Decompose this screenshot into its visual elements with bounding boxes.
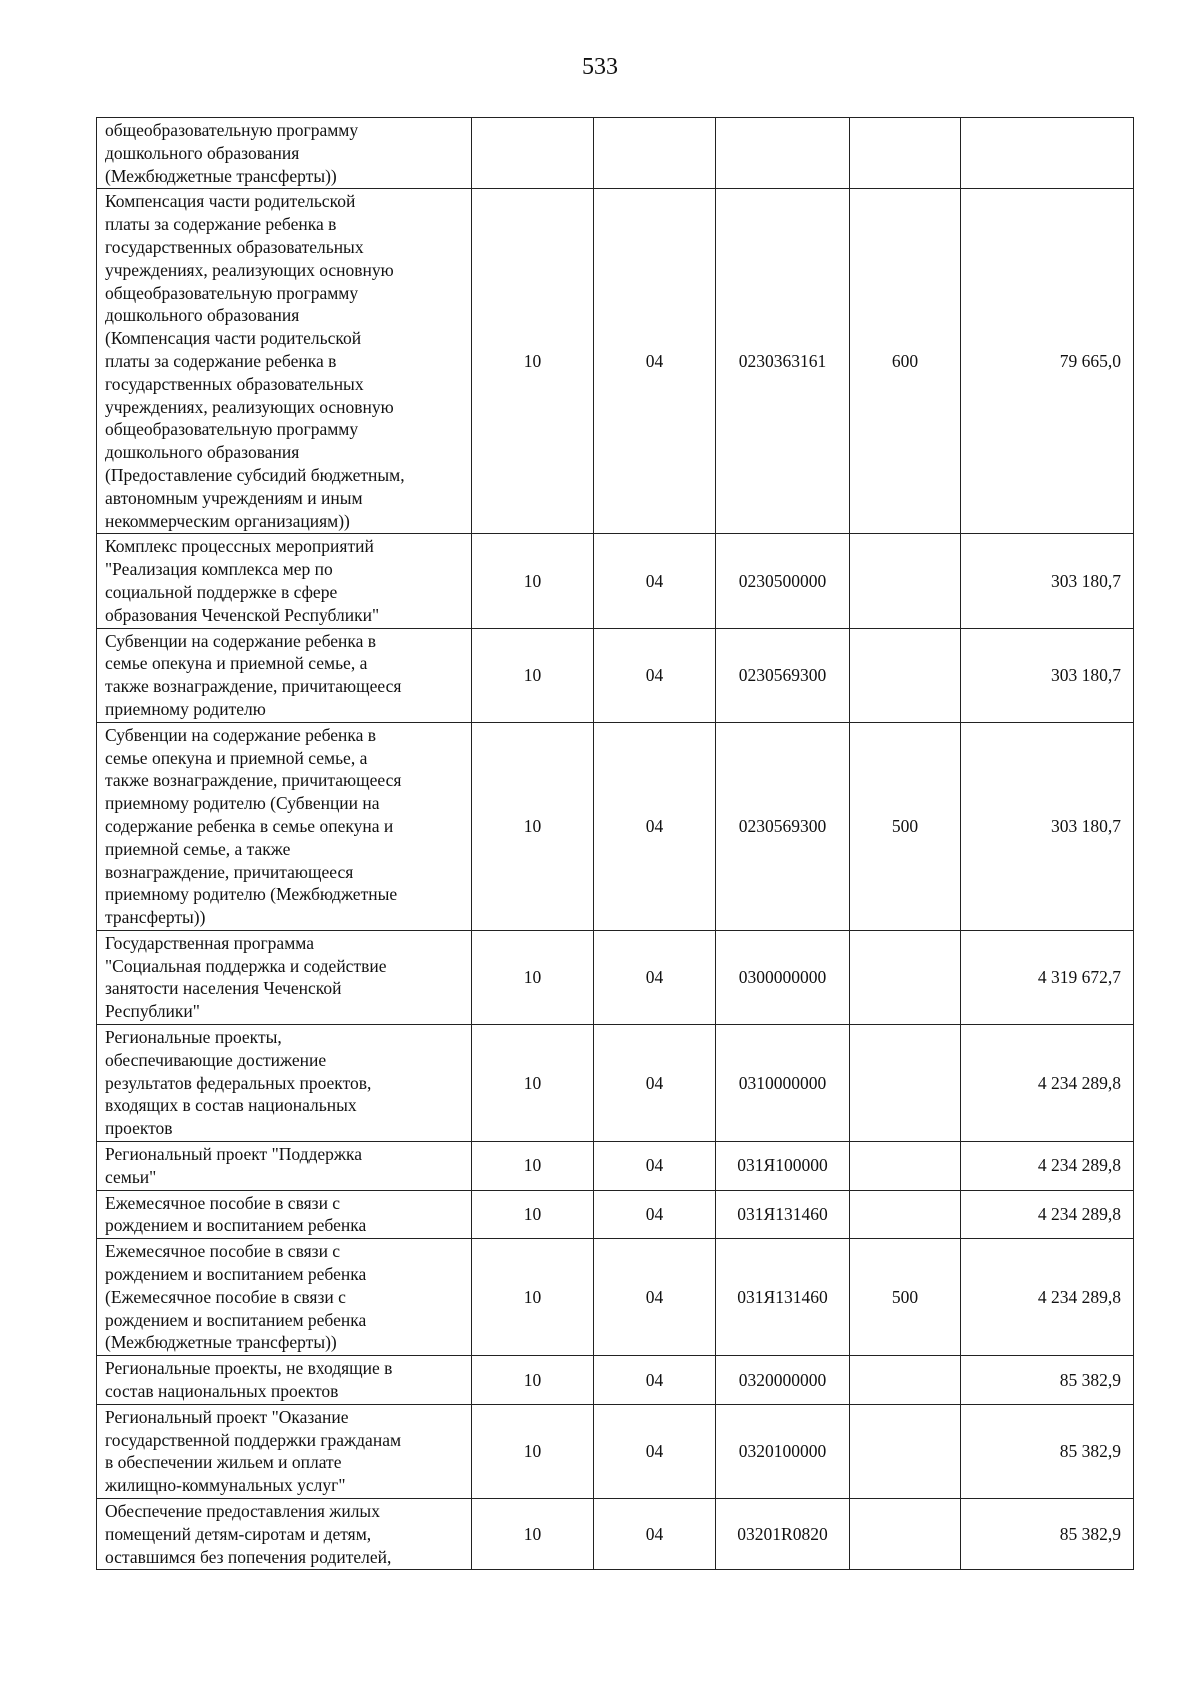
row-section: 10 — [472, 930, 594, 1024]
row-expense-type: 500 — [850, 722, 961, 930]
row-amount: 85 382,9 — [961, 1499, 1134, 1570]
row-amount: 79 665,0 — [961, 189, 1134, 534]
row-section: 10 — [472, 1025, 594, 1142]
row-name: Региональные проекты, обеспечивающие достижение результатов федеральных проектов, входящих в состав национальных проектов — [97, 1025, 472, 1142]
row-target-article — [716, 118, 850, 189]
row-amount: 303 180,7 — [961, 722, 1134, 930]
row-subsection: 04 — [594, 1404, 716, 1498]
row-subsection: 04 — [594, 722, 716, 930]
table-row — [97, 1404, 1134, 1498]
row-expense-type — [850, 118, 961, 189]
row-subsection: 04 — [594, 1356, 716, 1405]
row-name: Комплекс процессных мероприятий "Реализация комплекса мер по социальной поддержке в сфере образования Чеченской Республики" — [97, 534, 472, 628]
table-row — [97, 534, 1134, 628]
row-amount: 85 382,9 — [961, 1404, 1134, 1498]
row-section: 10 — [472, 1142, 594, 1191]
row-subsection: 04 — [594, 930, 716, 1024]
row-expense-type — [850, 1356, 961, 1405]
row-amount: 303 180,7 — [961, 534, 1134, 628]
row-name: Региональный проект "Поддержка семьи" — [97, 1142, 472, 1191]
row-name: Ежемесячное пособие в связи с рождением и воспитанием ребенка — [97, 1190, 472, 1239]
row-target-article: 0320000000 — [716, 1356, 850, 1405]
row-target-article: 03201R0820 — [716, 1499, 850, 1570]
row-subsection: 04 — [594, 1239, 716, 1356]
row-expense-type — [850, 628, 961, 722]
row-amount: 4 319 672,7 — [961, 930, 1134, 1024]
row-section: 10 — [472, 1356, 594, 1405]
row-name: Государственная программа "Социальная поддержка и содействие занятости населения Чеченской Республики" — [97, 930, 472, 1024]
row-expense-type: 500 — [850, 1239, 961, 1356]
row-expense-type — [850, 1025, 961, 1142]
table-row — [97, 1025, 1134, 1142]
table-row — [97, 1239, 1134, 1356]
row-expense-type — [850, 930, 961, 1024]
row-expense-type — [850, 534, 961, 628]
row-target-article: 0230363161 — [716, 189, 850, 534]
row-subsection: 04 — [594, 189, 716, 534]
row-section: 10 — [472, 628, 594, 722]
row-expense-type — [850, 1142, 961, 1191]
table-row — [97, 1356, 1134, 1405]
row-name: Компенсация части родительской платы за содержание ребенка в государственных образовательных учреждениях, реализующих основную общеобразовательную программу дошкольного образования (Компенсация части родительской платы за содержание ребенка в государственных образовательных учреждениях, реализующих основную общеобразовательную программу дошкольного образования (Предоставление субсидий бюджетным, автономным учреждениям и иным некоммерческим организациям)) — [97, 189, 472, 534]
row-target-article: 0310000000 — [716, 1025, 850, 1142]
row-expense-type — [850, 1404, 961, 1498]
row-subsection: 04 — [594, 1142, 716, 1191]
row-name: Субвенции на содержание ребенка в семье опекуна и приемной семье, а также вознаграждение, причитающееся приемному родителю — [97, 628, 472, 722]
budget-table — [96, 117, 1134, 1570]
row-amount: 4 234 289,8 — [961, 1239, 1134, 1356]
row-amount: 85 382,9 — [961, 1356, 1134, 1405]
row-subsection: 04 — [594, 1499, 716, 1570]
row-subsection: 04 — [594, 628, 716, 722]
row-section: 10 — [472, 1190, 594, 1239]
table-row — [97, 722, 1134, 930]
table-row — [97, 1190, 1134, 1239]
row-expense-type: 600 — [850, 189, 961, 534]
row-name: Субвенции на содержание ребенка в семье опекуна и приемной семье, а также вознаграждение, причитающееся приемному родителю (Субвенции на содержание ребенка в семье опекуна и приемной семье, а также вознаграждение, причитающееся приемному родителю (Межбюджетные трансферты)) — [97, 722, 472, 930]
row-amount: 4 234 289,8 — [961, 1190, 1134, 1239]
row-name: Ежемесячное пособие в связи с рождением и воспитанием ребенка (Ежемесячное пособие в связи с рождением и воспитанием ребенка (Межбюджетные трансферты)) — [97, 1239, 472, 1356]
row-section: 10 — [472, 722, 594, 930]
row-expense-type — [850, 1190, 961, 1239]
row-section: 10 — [472, 189, 594, 534]
row-subsection — [594, 118, 716, 189]
row-section: 10 — [472, 1499, 594, 1570]
row-amount: 4 234 289,8 — [961, 1025, 1134, 1142]
table-row — [97, 189, 1134, 534]
row-amount: 4 234 289,8 — [961, 1142, 1134, 1191]
row-subsection: 04 — [594, 1190, 716, 1239]
row-name: Региональный проект "Оказание государственной поддержки гражданам в обеспечении жильем и оплате жилищно-коммунальных услуг" — [97, 1404, 472, 1498]
row-name: общеобразовательную программу дошкольного образования (Межбюджетные трансферты)) — [97, 118, 472, 189]
row-amount — [961, 118, 1134, 189]
row-target-article: 031Я100000 — [716, 1142, 850, 1191]
table-row — [97, 1499, 1134, 1570]
row-target-article: 0230569300 — [716, 722, 850, 930]
row-expense-type — [850, 1499, 961, 1570]
row-target-article: 031Я131460 — [716, 1239, 850, 1356]
row-target-article: 0230569300 — [716, 628, 850, 722]
row-subsection: 04 — [594, 534, 716, 628]
row-section: 10 — [472, 534, 594, 628]
row-amount: 303 180,7 — [961, 628, 1134, 722]
table-row — [97, 628, 1134, 722]
table-row — [97, 118, 1134, 189]
row-name: Региональные проекты, не входящие в состав национальных проектов — [97, 1356, 472, 1405]
table-row — [97, 1142, 1134, 1191]
page-number: 533 — [582, 54, 618, 80]
row-target-article: 0320100000 — [716, 1404, 850, 1498]
row-subsection: 04 — [594, 1025, 716, 1142]
table-row — [97, 930, 1134, 1024]
row-section: 10 — [472, 1239, 594, 1356]
row-target-article: 0230500000 — [716, 534, 850, 628]
row-section — [472, 118, 594, 189]
row-target-article: 0300000000 — [716, 930, 850, 1024]
row-section: 10 — [472, 1404, 594, 1498]
row-target-article: 031Я131460 — [716, 1190, 850, 1239]
row-name: Обеспечение предоставления жилых помещений детям-сиротам и детям, оставшимся без попечения родителей, — [97, 1499, 472, 1570]
